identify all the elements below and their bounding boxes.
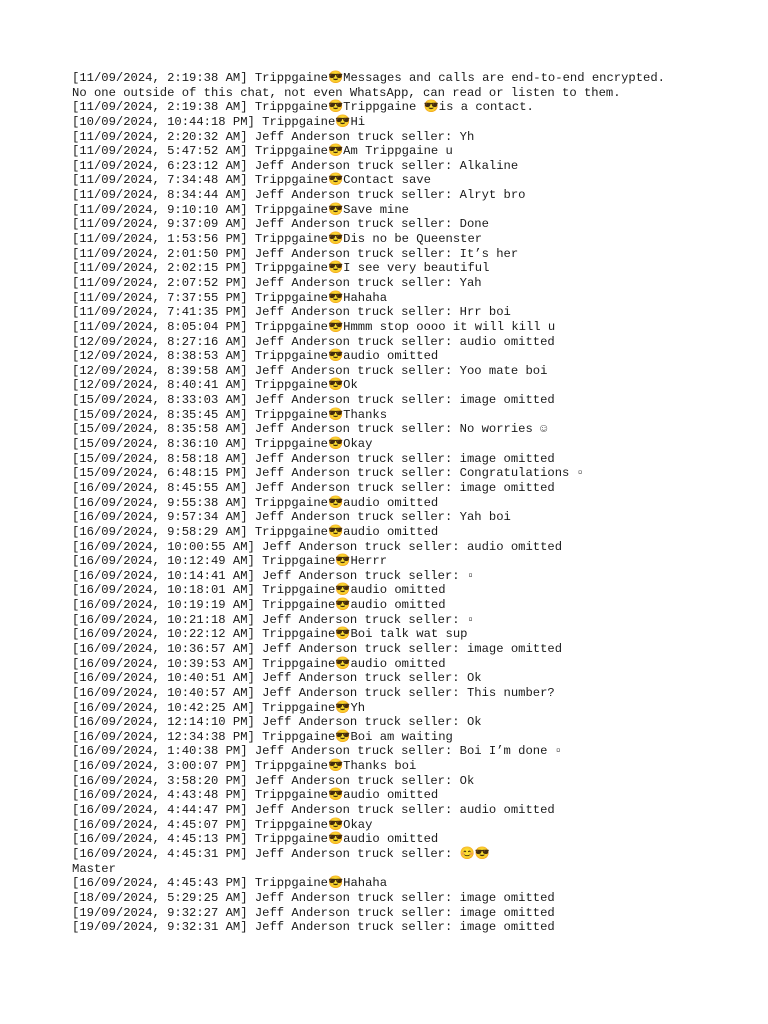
chat-line: [11/09/2024, 7:41:35 PM] Jeff Anderson truck seller: Hrr boi (72, 305, 511, 320)
chat-line: [15/09/2024, 8:36:10 AM] Trippgaine😎Okay (72, 437, 373, 452)
chat-line: [16/09/2024, 10:42:25 AM] Trippgaine😎Yh (72, 700, 366, 715)
chat-line: [15/09/2024, 8:35:58 AM] Jeff Anderson truck seller: No worries ☺ (72, 422, 548, 437)
chat-line: [18/09/2024, 5:29:25 AM] Jeff Anderson truck seller: image omitted (72, 890, 555, 905)
chat-line: [16/09/2024, 10:14:41 AM] Jeff Anderson truck seller: ▫ (72, 568, 475, 583)
chat-line: [11/09/2024, 9:37:09 AM] Jeff Anderson truck seller: Done (72, 217, 489, 232)
chat-line: [12/09/2024, 8:39:58 AM] Jeff Anderson truck seller: Yoo mate boi (72, 363, 548, 378)
chat-line: [11/09/2024, 2:20:32 AM] Jeff Anderson truck seller: Yh (72, 129, 475, 144)
chat-line: [16/09/2024, 10:18:01 AM] Trippgaine😎audio omitted (72, 583, 446, 598)
chat-line: [16/09/2024, 4:45:43 PM] Trippgaine😎Hahaha (72, 876, 388, 891)
chat-line: [11/09/2024, 2:02:15 PM] Trippgaine😎I see very beautiful (72, 261, 490, 276)
chat-line: [12/09/2024, 8:40:41 AM] Trippgaine😎Ok (72, 378, 358, 393)
chat-line: [16/09/2024, 10:39:53 AM] Trippgaine😎audio omitted (72, 656, 446, 671)
chat-line: [15/09/2024, 8:58:18 AM] Jeff Anderson truck seller: image omitted (72, 451, 555, 466)
chat-line: [16/09/2024, 8:45:55 AM] Jeff Anderson truck seller: image omitted (72, 480, 555, 495)
chat-line: [16/09/2024, 4:44:47 PM] Jeff Anderson truck seller: audio omitted (72, 803, 555, 818)
chat-line: [10/09/2024, 10:44:18 PM] Trippgaine😎Hi (72, 114, 366, 129)
chat-line: [15/09/2024, 8:35:45 AM] Trippgaine😎Thanks (72, 407, 388, 422)
chat-line: [16/09/2024, 4:45:31 PM] Jeff Anderson truck seller: 😊😎 (72, 846, 490, 861)
chat-line: [16/09/2024, 9:57:34 AM] Jeff Anderson truck seller: Yah boi (72, 510, 511, 525)
chat-line: [16/09/2024, 4:43:48 PM] Trippgaine😎audio omitted (72, 788, 439, 803)
chat-line: [11/09/2024, 2:19:38 AM] Trippgaine😎Messages and calls are end-to-end encrypted. (72, 71, 665, 85)
chat-line: [16/09/2024, 3:58:20 PM] Jeff Anderson truck seller: Ok (72, 773, 475, 788)
chat-line: [15/09/2024, 6:48:15 PM] Jeff Anderson truck seller: Congratulations ▫ (72, 466, 584, 481)
chat-line: [11/09/2024, 8:05:04 PM] Trippgaine😎Hmmm stop oooo it will kill u (72, 319, 556, 334)
chat-line: [16/09/2024, 10:36:57 AM] Jeff Anderson truck seller: image omitted (72, 641, 563, 656)
chat-line: [11/09/2024, 8:34:44 AM] Jeff Anderson truck seller: Alryt bro (72, 188, 526, 203)
chat-line: [16/09/2024, 10:40:51 AM] Jeff Anderson truck seller: Ok (72, 671, 482, 686)
chat-line: [16/09/2024, 10:21:18 AM] Jeff Anderson truck seller: ▫ (72, 612, 475, 627)
chat-line: No one outside of this chat, not even WhatsApp, can read or listen to them. (72, 85, 621, 100)
chat-line: [16/09/2024, 4:45:07 PM] Trippgaine😎Okay (72, 817, 373, 832)
chat-line: [16/09/2024, 10:12:49 AM] Trippgaine😎Herrr (72, 554, 388, 569)
chat-line: [16/09/2024, 12:34:38 PM] Trippgaine😎Boi am waiting (72, 729, 453, 744)
chat-line: [16/09/2024, 9:58:29 AM] Trippgaine😎audio omitted (72, 524, 439, 539)
chat-line: [11/09/2024, 7:37:55 PM] Trippgaine😎Hahaha (72, 290, 388, 305)
chat-line: [15/09/2024, 8:33:03 AM] Jeff Anderson truck seller: image omitted (72, 393, 555, 408)
chat-line: [16/09/2024, 4:45:13 PM] Trippgaine😎audio omitted (72, 832, 439, 847)
chat-line: [12/09/2024, 8:38:53 AM] Trippgaine😎audio omitted (72, 349, 439, 364)
chat-line: [19/09/2024, 9:32:31 AM] Jeff Anderson truck seller: image omitted (72, 920, 555, 935)
chat-line: [11/09/2024, 2:19:38 AM] Trippgaine😎Trippgaine 😎is a contact. (72, 100, 534, 115)
chat-line: [16/09/2024, 3:00:07 PM] Trippgaine😎Thanks boi (72, 759, 417, 774)
chat-line: [11/09/2024, 2:07:52 PM] Jeff Anderson truck seller: Yah (72, 275, 482, 290)
chat-line: [16/09/2024, 9:55:38 AM] Trippgaine😎audio omitted (72, 495, 439, 510)
chat-line: [16/09/2024, 1:40:38 PM] Jeff Anderson truck seller: Boi I’m done ▫ (72, 744, 563, 759)
chat-line: [16/09/2024, 10:00:55 AM] Jeff Anderson truck seller: audio omitted (72, 539, 563, 554)
chat-line: [16/09/2024, 10:40:57 AM] Jeff Anderson truck seller: This number? (72, 685, 555, 700)
chat-line: [16/09/2024, 10:22:12 AM] Trippgaine😎Boi talk wat sup (72, 627, 468, 642)
chat-line: [11/09/2024, 1:53:56 PM] Trippgaine😎Dis no be Queenster (72, 232, 483, 247)
chat-line: [12/09/2024, 8:27:16 AM] Jeff Anderson truck seller: audio omitted (72, 334, 555, 349)
chat-log-text (72, 71, 752, 935)
chat-line: [11/09/2024, 7:34:48 AM] Trippgaine😎Contact save (72, 173, 431, 188)
chat-line: [19/09/2024, 9:32:27 AM] Jeff Anderson truck seller: image omitted (72, 905, 555, 920)
chat-line: [11/09/2024, 9:10:10 AM] Trippgaine😎Save mine (72, 202, 409, 217)
chat-line: [16/09/2024, 12:14:10 PM] Jeff Anderson truck seller: Ok (72, 715, 482, 730)
chat-line: [11/09/2024, 5:47:52 AM] Trippgaine😎Am Trippgaine u (72, 144, 453, 159)
chat-line: [11/09/2024, 6:23:12 AM] Jeff Anderson truck seller: Alkaline (72, 158, 519, 173)
chat-line: [16/09/2024, 10:19:19 AM] Trippgaine😎audio omitted (72, 598, 446, 613)
chat-line: [11/09/2024, 2:01:50 PM] Jeff Anderson truck seller: It’s her (72, 246, 519, 261)
chat-line: Master (72, 861, 116, 876)
